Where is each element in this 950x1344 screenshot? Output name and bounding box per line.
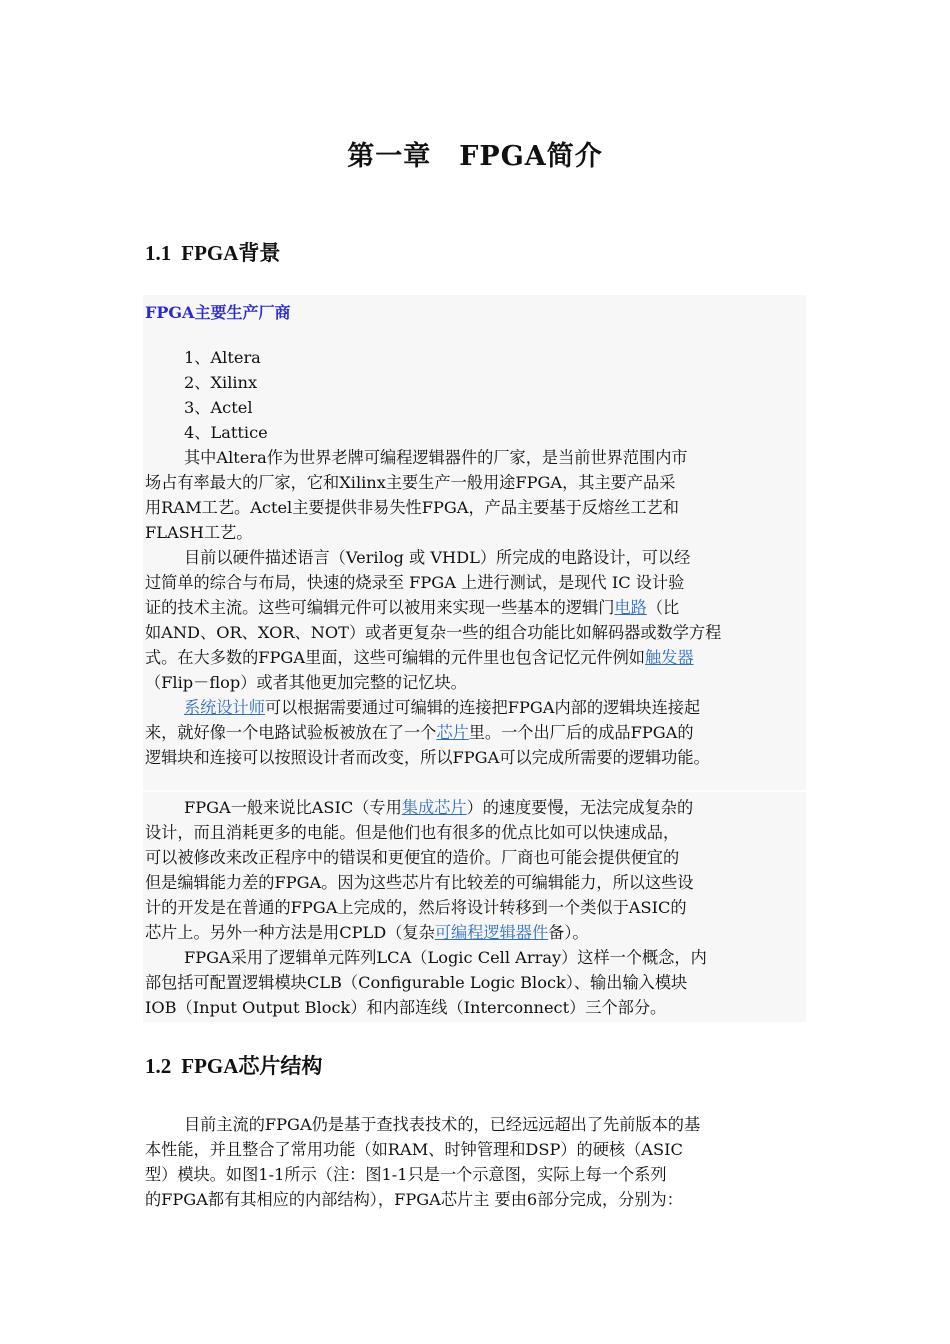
list-item: 2、Xilinx (184, 373, 258, 392)
chapter-title: 第一章 FPGA简介 (347, 141, 603, 172)
paragraph-line: 证的技术主流。这些可编辑元件可以被用来实现一些基本的逻辑门电路（比 (145, 598, 680, 617)
section-label: FPGA背景 (181, 241, 281, 265)
paragraph-line: 目前以硬件描述语言（Verilog 或 VHDL）所完成的电路设计，可以经 (184, 548, 691, 567)
paragraph-line: 部包括可配置逻辑模块CLB（Configurable Logic Block）、输出输入模块 (145, 973, 688, 992)
paragraph-line: 来，就好像一个电路试验板被放在了一个芯片里。一个出厂后的成品FPGA的 (145, 723, 694, 742)
section-heading-1-1 (145, 237, 280, 267)
paragraph-line: FPGA采用了逻辑单元阵列LCA（Logic Cell Array）这样一个概念，内 (184, 948, 707, 967)
link-integrated-chip[interactable]: 集成芯片 (401, 798, 467, 817)
paragraph-line: 本性能，并且整合了常用功能（如RAM、时钟管理和DSP）的硬核（ASIC (145, 1140, 683, 1159)
section-heading-1-2 (145, 1050, 322, 1080)
paragraph-line: 其中Altera作为世界老牌可编程逻辑器件的厂家，是当前世界范围内市 (184, 448, 688, 467)
paragraph-line: （Flip－flop）或者其他更加完整的记忆块。 (145, 673, 467, 692)
list-item: 3、Actel (184, 398, 253, 417)
paragraph-line: 计的开发是在普通的FPGA上完成的，然后将设计转移到一个类似于ASIC的 (145, 898, 687, 917)
link-flip-flop[interactable]: 触发器 (645, 648, 694, 667)
paragraph-line: 过简单的综合与布局，快速的烧录至 FPGA 上进行测试，是现代 IC 设计验 (145, 573, 685, 592)
list-item: 1、Altera (184, 348, 261, 367)
link-chip[interactable]: 芯片 (436, 723, 469, 742)
link-programmable-logic-device[interactable]: 可编程逻辑器件 (434, 923, 549, 942)
paragraph-line: 芯片上。另外一种方法是用CPLD（复杂可编程逻辑器件备）。 (145, 923, 589, 942)
paragraph-line: 目前主流的FPGA仍是基于查找表技术的，已经远远超出了先前版本的基 (184, 1115, 701, 1134)
link-circuit[interactable]: 电路 (614, 598, 647, 617)
paragraph-line: 设计，而且消耗更多的电能。但是他们也有很多的优点比如可以快速成品， (145, 823, 680, 842)
paragraph-line: 的FPGA都有其相应的内部结构），FPGA芯片主 要由6部分完成，分别为： (145, 1190, 683, 1209)
paragraph-line: 可以被修改来改正程序中的错误和更便宜的造价。厂商也可能会提供便宜的 (145, 848, 680, 867)
paragraph-line: 场占有率最大的厂家，它和Xilinx主要生产一般用途FPGA，其主要产品采 (145, 473, 676, 492)
link-system-designer[interactable]: 系统设计师 (184, 698, 265, 717)
manufacturers-heading: FPGA主要生产厂商 (145, 303, 291, 322)
list-item: 4、Lattice (184, 423, 268, 442)
paragraph-line: 系统设计师可以根据需要通过可编辑的连接把FPGA内部的逻辑块连接起 (184, 698, 701, 717)
paragraph-line: 逻辑块和连接可以按照设计者而改变，所以FPGA可以完成所需要的逻辑功能。 (145, 748, 710, 767)
paragraph-line: 型）模块。如图1-1所示（注：图1-1只是一个示意图，实际上每一个系列 (145, 1165, 667, 1184)
section-label: FPGA芯片结构 (181, 1054, 323, 1078)
section-number: 1.2 (145, 1054, 172, 1078)
paragraph-line: 如AND、OR、XOR、NOT）或者更复杂一些的组合功能比如解码器或数学方程 (145, 623, 722, 642)
paragraph-line: FLASH工艺。 (145, 523, 253, 542)
paragraph-line: 用RAM工艺。Actel主要提供非易失性FPGA，产品主要基于反熔丝工艺和 (145, 498, 679, 517)
section-number: 1.1 (145, 241, 172, 265)
paragraph-line: IOB（Input Output Block）和内部连线（Interconnect）三个部分。 (145, 998, 667, 1017)
paragraph-line: 但是编辑能力差的FPGA。因为这些芯片有比较差的可编辑能力，所以这些设 (145, 873, 694, 892)
paragraph-line: 式。在大多数的FPGA里面，这些可编辑的元件里也包含记忆元件例如触发器 (145, 648, 694, 667)
paragraph-line: FPGA一般来说比ASIC（专用集成芯片）的速度要慢，无法完成复杂的 (184, 798, 694, 817)
